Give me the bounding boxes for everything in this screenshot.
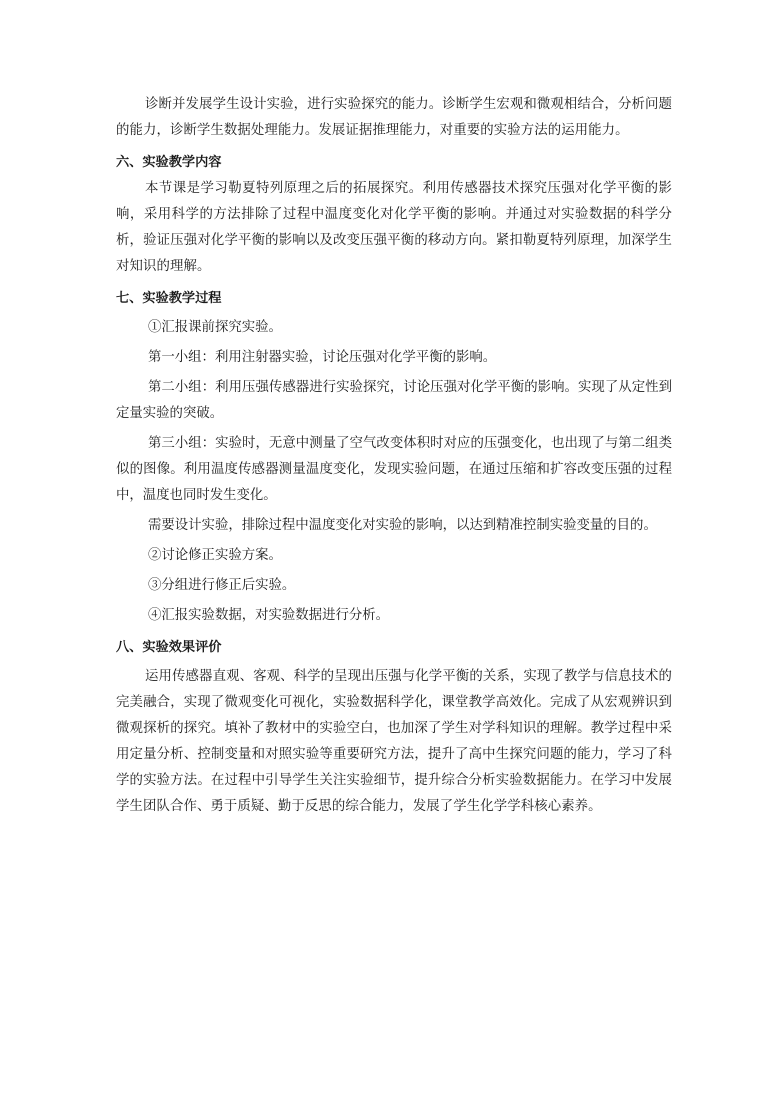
process-step-3: ③分组进行修正后实验。 [148, 578, 296, 593]
section-8-paragraph: 运用传感器直观、客观、科学的呈现出压强与化学平衡的关系，实现了教学与信息技术的完美融合，实现了微观变化可视化，实验数据科学化，课堂教学高效化。完成了从宏观辨识到微观探析的探究。填补了教材中的实验空白，也加深了学生对学科知识的理解。教学过程中采用定量分析、控制变量和对照实验等重要研究方法，提升了高中生探究问题的能力，学习了科学的实验方法。在过程中引导学生关注实验细节，提升综合分析实验数据能力。在学习中发展学生团队合作、勇于质疑、勤于反思的综合能力，发展了学生化学学科核心素养。 [116, 669, 672, 814]
process-step-1: ①汇报课前探究实验。 [148, 320, 282, 335]
process-note: 需要设计实验，排除过程中温度变化对实验的影响，以达到精准控制实验变量的目的。 [148, 518, 657, 533]
process-group-2: 第二小组：利用压强传感器进行实验探究，讨论压强对化学平衡的影响。实现了从定性到定量实验的突破。 [116, 380, 672, 421]
intro-paragraph: 诊断并发展学生设计实验，进行实验探究的能力。诊断学生宏观和微观相结合，分析问题的能力，诊断学生数据处理能力。发展证据推理能力，对重要的实验方法的运用能力。 [116, 97, 672, 138]
process-step-4: ④汇报实验数据，对实验数据进行分析。 [148, 608, 390, 623]
section-8-heading: 八、实验效果评价 [116, 640, 222, 655]
section-6-heading: 六、实验教学内容 [116, 155, 222, 170]
process-group-1: 第一小组：利用注射器实验，讨论压强对化学平衡的影响。 [148, 350, 497, 365]
section-6-paragraph: 本节课是学习勒夏特列原理之后的拓展探究。利用传感器技术探究压强对化学平衡的影响，采用科学的方法排除了过程中温度变化对化学平衡的影响。并通过对实验数据的科学分析，验证压强对化学平衡的影响以及改变压强平衡的移动方向。紧扣勒夏特列原理，加深学生对知识的理解。 [116, 181, 672, 274]
process-step-2: ②讨论修正实验方案。 [148, 548, 282, 563]
document-page [116, 92, 672, 820]
process-group-3: 第三小组：实验时，无意中测量了空气改变体积时对应的压强变化，也出现了与第二组类似的图像。利用温度传感器测量温度变化，发现实验问题，在通过压缩和扩容改变压强的过程中，温度也同时发生变化。 [116, 436, 672, 503]
section-7-heading: 七、实验教学过程 [116, 291, 222, 306]
